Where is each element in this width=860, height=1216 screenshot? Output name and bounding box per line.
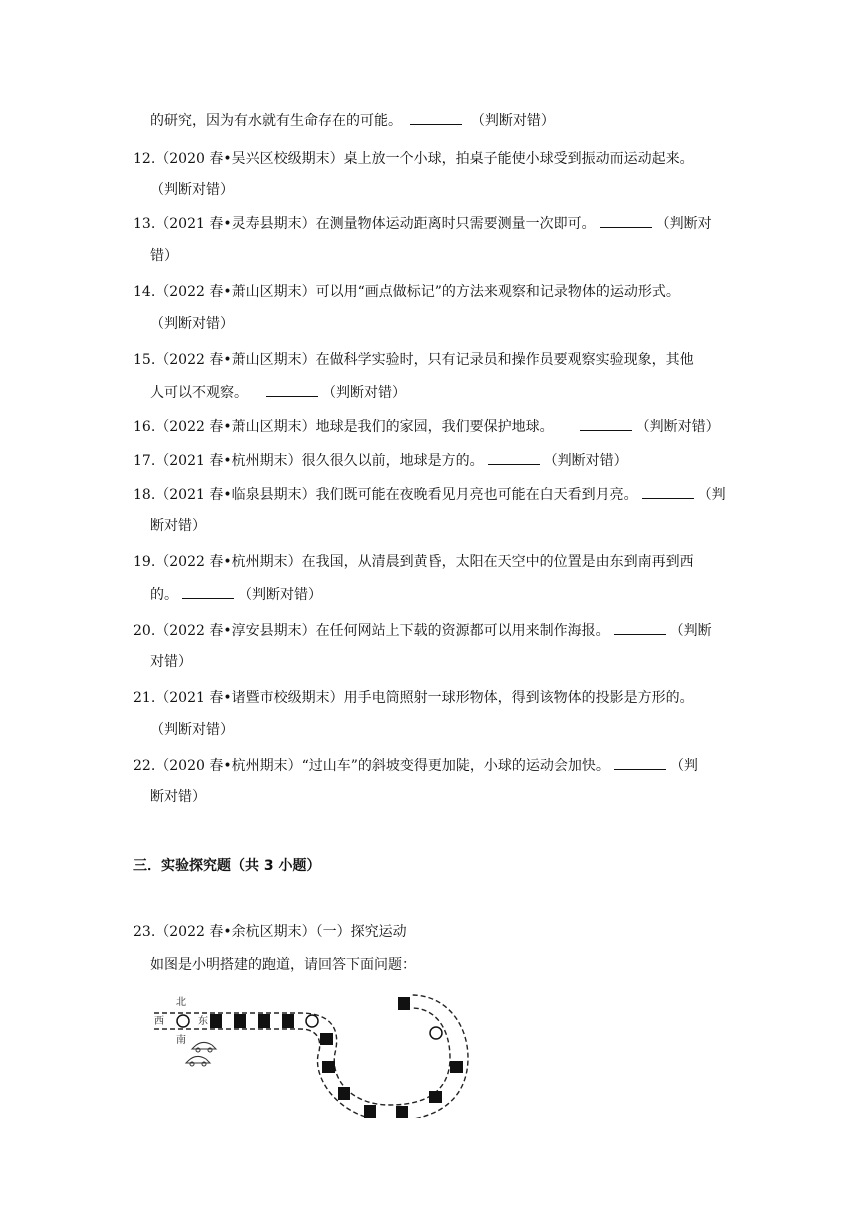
compass-west-label: 西 [154, 1016, 164, 1027]
track-block [234, 1014, 246, 1028]
question-number: 21. [133, 690, 156, 706]
question-tail: （判断对错） [470, 113, 555, 129]
question-number: 18. [133, 487, 156, 503]
answer-blank[interactable] [600, 213, 652, 228]
track-block [398, 997, 410, 1010]
question-source: （2020 春•杭州期末） [155, 758, 302, 774]
track-sign-icon [306, 1015, 318, 1027]
question-tail: 错） [150, 248, 178, 264]
question-number: 12. [133, 151, 156, 167]
track-block [338, 1087, 350, 1100]
question-tail: （判断对 [655, 216, 712, 232]
question-18-line2 [150, 516, 206, 536]
race-track-figure [150, 993, 470, 1118]
question-tail: （判 [697, 487, 726, 503]
answer-blank[interactable] [488, 450, 540, 465]
question-tail: （判断对错） [543, 453, 628, 469]
track-sign-icon [430, 1027, 442, 1039]
question-tail: 断对错） [150, 518, 206, 534]
question-number: 23. [133, 924, 156, 940]
question-text: （一）探究运动 [315, 924, 407, 940]
track-block [258, 1014, 270, 1028]
question-tail: （判断对错） [150, 182, 234, 198]
question-text: 在任何网站上下载的资源都可以用来制作海报。 [315, 623, 610, 639]
answer-blank[interactable] [266, 382, 318, 397]
question-14-line2 [150, 314, 234, 334]
question-text: 地球是我们的家园，我们要保护地球。 [315, 419, 554, 435]
question-number: 22. [133, 758, 156, 774]
question-source: （2022 春•淳安县期末） [155, 623, 316, 639]
section-heading: 三．实验探究题（共 3 小题） [133, 858, 321, 874]
question-tail: （判 [669, 758, 698, 774]
track-block [282, 1014, 294, 1028]
question-15-line2 [150, 382, 406, 403]
answer-blank[interactable] [614, 620, 666, 635]
track-block [210, 1014, 222, 1028]
compass-east-label: 东 [198, 1016, 208, 1027]
question-text: 在做科学实验时，只有记录员和操作员要观察实验现象，其他 [315, 352, 694, 368]
question-text: 的。 [150, 587, 178, 603]
question-20-line2 [150, 652, 192, 672]
answer-blank[interactable] [642, 484, 694, 499]
question-number: 14. [133, 284, 156, 300]
question-text: 很久很久以前，地球是方的。 [301, 453, 484, 469]
question-15 [133, 350, 694, 370]
car-icon [192, 1042, 216, 1049]
question-text: 的研究，因为有水就有生命存在的可能。 [150, 113, 402, 129]
answer-blank[interactable] [614, 755, 666, 770]
question-source: （2021 春•临泉县期末） [155, 487, 316, 503]
question-source: （2021 春•杭州期末） [155, 453, 302, 469]
question-source: （2022 春•杭州期末） [155, 554, 302, 570]
question-11-continuation [150, 110, 555, 131]
question-text: 在我国，从清晨到黄昏，太阳在天空中的位置是由东到南再到西 [301, 554, 694, 570]
question-text: 桌上放一个小球，拍桌子能使小球受到振动而运动起来。 [343, 151, 694, 167]
question-text: 如图是小明搭建的跑道，请回答下面问题： [150, 957, 416, 973]
question-number: 20. [133, 623, 156, 639]
track-block [396, 1106, 408, 1118]
question-21-line2 [150, 720, 234, 740]
question-tail: （判断对错） [150, 316, 234, 332]
question-source: （2021 春•灵寿县期末） [155, 216, 316, 232]
question-23 [133, 922, 407, 942]
question-text: 在测量物体运动距离时只需要测量一次即可。 [315, 216, 596, 232]
car-icon [186, 1056, 210, 1063]
question-number: 17. [133, 453, 156, 469]
question-14 [133, 282, 680, 302]
track-block [450, 1061, 463, 1073]
question-18 [133, 484, 726, 505]
question-tail: （判断 [669, 623, 712, 639]
question-text: 人可以不观察。 [150, 385, 248, 401]
question-tail: 对错） [150, 654, 192, 670]
track-block [429, 1091, 442, 1103]
question-text: 用手电筒照射一球形物体，得到该物体的投影是方形的。 [343, 690, 694, 706]
question-number: 15. [133, 352, 156, 368]
track-block [320, 1033, 333, 1045]
answer-blank[interactable] [182, 584, 234, 599]
question-tail: （判断对错） [238, 587, 322, 603]
track-block [322, 1061, 335, 1073]
car-icons [186, 1042, 216, 1066]
question-number: 13. [133, 216, 156, 232]
question-tail: （判断对错） [150, 722, 234, 738]
question-tail: （判断对错） [322, 385, 406, 401]
question-source: （2022 春•萧山区期末） [155, 284, 316, 300]
question-12 [133, 148, 694, 169]
question-text: 我们既可能在夜晚看见月亮也可能在白天看到月亮。 [315, 487, 638, 503]
question-22 [133, 755, 698, 776]
question-13-line2 [150, 246, 178, 266]
question-source: （2021 春•诸暨市校级期末） [155, 690, 344, 706]
answer-blank[interactable] [580, 416, 632, 431]
question-source: （2022 春•萧山区期末） [155, 352, 316, 368]
question-source: （2022 春•萧山区期末） [155, 419, 316, 435]
question-tail: （判断对错） [635, 419, 720, 435]
question-number: 16. [133, 419, 156, 435]
question-source: （2022 春•余杭区期末） [155, 924, 316, 940]
question-21 [133, 688, 694, 708]
question-tail: 断对错） [150, 789, 206, 805]
question-17 [133, 450, 628, 471]
answer-blank[interactable] [410, 110, 462, 125]
question-12-line2 [150, 180, 234, 200]
question-number: 19. [133, 554, 156, 570]
start-sign-icon [177, 1015, 189, 1027]
compass-north-label: 北 [176, 997, 186, 1008]
question-20 [133, 620, 712, 641]
question-19-line2 [150, 584, 322, 605]
question-source: （2020 春•吴兴区校级期末） [155, 151, 344, 167]
question-23-intro [150, 955, 416, 975]
question-16 [133, 416, 720, 437]
question-text: “过山车”的斜坡变得更加陡，小球的运动会加快。 [301, 758, 610, 774]
question-19 [133, 552, 694, 572]
question-22-line2 [150, 787, 206, 807]
track-block [364, 1105, 376, 1118]
compass-south-label: 南 [176, 1035, 186, 1046]
question-13 [133, 213, 712, 234]
question-text: 可以用“画点做标记”的方法来观察和记录物体的运动形式。 [315, 284, 680, 300]
